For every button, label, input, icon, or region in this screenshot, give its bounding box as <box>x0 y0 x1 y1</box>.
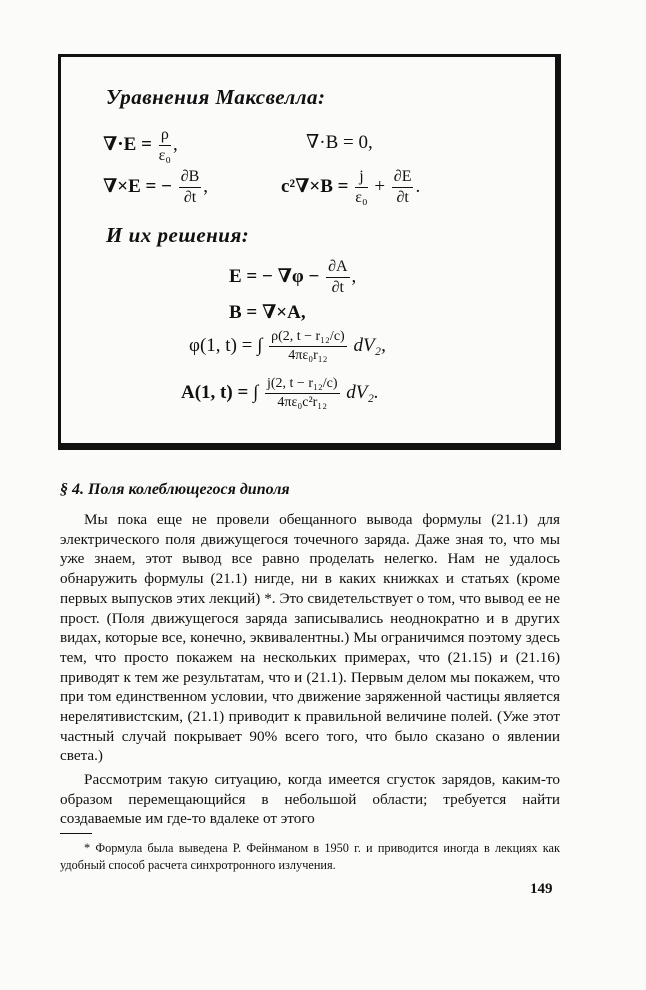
section-title: § 4. Поля колеблющегося диполя <box>60 481 290 498</box>
equations-box <box>58 54 561 450</box>
solutions-heading: И их решения: <box>106 223 250 247</box>
fraction: $\frac{\partial A}{\partial t}$ <box>328 258 348 296</box>
solution-b: B = ∇×A, <box>229 302 306 323</box>
solution-e: E = − ∇φ − $\frac{\partial A}{\partial t}$ , <box>229 258 357 296</box>
fraction: $\frac{\text{ρ(2, t − r₁₂/c)}}{\text{4πε₀r₁₂}}$ <box>271 329 345 363</box>
fraction: $\frac{\rho}{\text{ε₀}}$ <box>158 126 171 164</box>
fraction: $\frac{\partial E}{\partial t}$ <box>393 168 412 206</box>
solution-phi: φ(1, t) = ∫ $\frac{\text{ρ(2, t − r₁₂/c)}}{\text{4πε₀r₁₂}}$ dV₂, <box>189 329 386 363</box>
equation-curl-e: ∇×E = − $\frac{\partial B}{\partial t}$ , <box>103 168 209 206</box>
footnote-divider <box>60 833 92 834</box>
equation-div-e: ∇·E = $\frac{\rho}{\text{ε₀}}$ , <box>103 126 178 164</box>
equation-div-b: ∇·B = 0, <box>306 132 373 153</box>
fraction: $\frac{\text{j(2, t − r₁₂/c)}}{\text{4πε₀c²r₁₂}}$ <box>266 376 338 410</box>
equation-curl-b: c²∇×B = $\frac{j}{\text{ε₀}}$ + $\frac{\partial E}{\partial t}$ . <box>281 168 421 206</box>
body-paragraph-1: Мы пока еще не провели обещанного вывода формулы (21.1) для электрического поля движущегося точечного заряда. Даже зная то, что мы уже знаем, этот вывод все равно проделать нелегко. Нам не удалось обнаружить формулы (21.1) нигде, ни в каких книжках и статьях (кроме первых выпусков этих лекций) *. Это свидетельствует о том, что вывод ее не прост. (Поля движущегося заряда записывались неоднократно и в других видах, которые все, конечно, эквивалентны.) Мы ограничимся поэтому здесь тем, что просто покажем на нескольких примерах, что (21.15) и (21.16) приводят к тем же результатам, что и (21.1). Первым делом мы покажем, что при том единственном условии, что движение заряженной частицы является нерелятивистским, (21.1) приводит к правильной величине полей. (Уже этот частный случай покрывает 90% всего того, что было сказано о явлении света.) <box>60 511 560 765</box>
solution-a: A(1, t) = ∫ $\frac{\text{j(2, t − r₁₂/c)}}{\text{4πε₀c²r₁₂}}$ dV₂. <box>181 376 379 410</box>
body-paragraph-2: Рассмотрим такую ситуацию, когда имеется сгусток зарядов, каким-то образом перемещающийся в небольшой области; требуется найти создаваемые им где-то вдалеке от этого <box>60 771 560 828</box>
fraction: $\frac{\partial B}{\partial t}$ <box>180 168 200 206</box>
maxwell-heading: Уравнения Максвелла: <box>106 85 326 109</box>
footnote: * Формула была выведена Р. Фейнманом в 1950 г. и приводится иногда в лекциях как удобный способ расчета синхротронного излучения. <box>60 841 560 872</box>
page-number: 149 <box>530 881 553 897</box>
fraction: $\frac{j}{\text{ε₀}}$ <box>355 168 368 206</box>
